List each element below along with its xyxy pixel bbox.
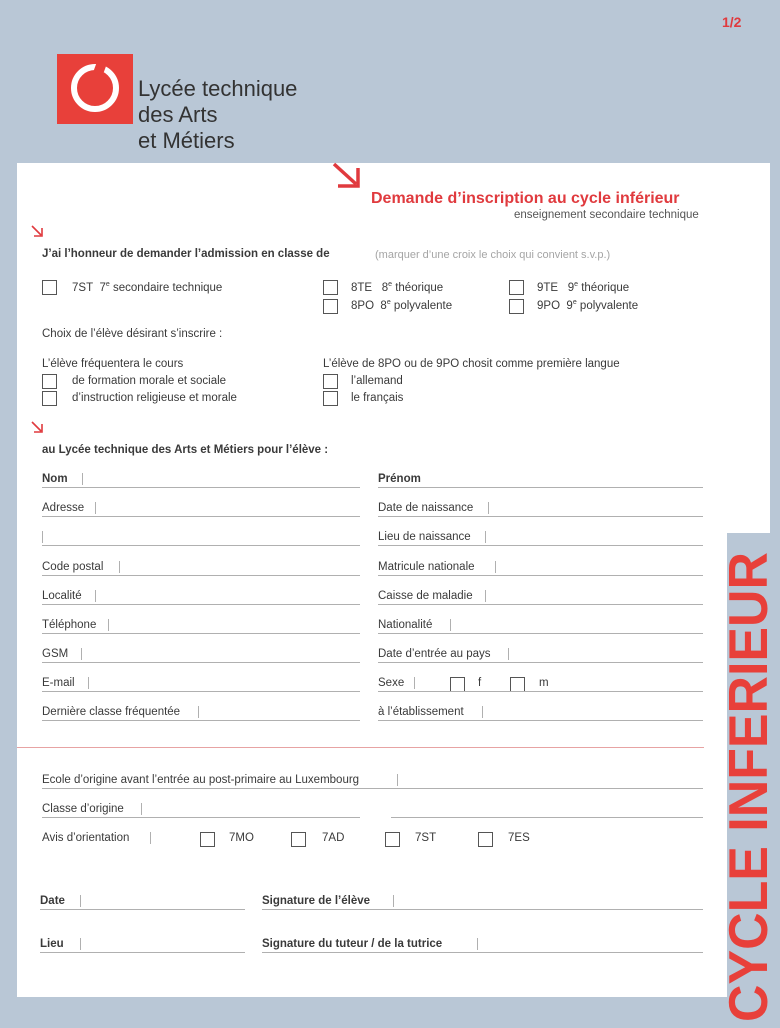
orientation-label: Avis d’orientation	[42, 832, 130, 844]
checkbox-moral[interactable]	[42, 374, 57, 389]
checkbox-7mo[interactable]	[200, 832, 215, 847]
field-etablissement-label: à l’établissement	[378, 706, 464, 718]
field-caisse-label: Caisse de maladie	[378, 590, 473, 602]
checkbox-8po[interactable]	[323, 299, 338, 314]
guardian-signature-input[interactable]	[262, 952, 703, 953]
school-origin-input[interactable]	[42, 788, 703, 789]
date-label: Date	[40, 895, 65, 907]
orient-7ad-label: 7AD	[322, 832, 345, 844]
checkbox-7es[interactable]	[478, 832, 493, 847]
class-8te-label: 8TE 8e théorique	[351, 281, 444, 294]
field-adresse-label: Adresse	[42, 502, 85, 514]
checkbox-9te[interactable]	[509, 280, 524, 295]
courses-label: L’élève fréquentera le cours	[42, 358, 184, 370]
checkbox-8te[interactable]	[323, 280, 338, 295]
sexe-m-label: m	[539, 677, 549, 689]
field-matricule-input[interactable]	[378, 575, 703, 576]
checkbox-7ad[interactable]	[291, 832, 306, 847]
checkbox-7st-orient[interactable]	[385, 832, 400, 847]
field-telephone-label: Téléphone	[42, 619, 97, 631]
checkbox-sexe-f[interactable]	[450, 677, 465, 692]
field-gsm-label: GSM	[42, 648, 69, 660]
field-code-postal-input[interactable]	[42, 575, 360, 576]
field-prenom-label: Prénom	[378, 473, 421, 485]
field-date-entree-input[interactable]	[378, 662, 703, 663]
field-date-naissance-input[interactable]	[378, 516, 703, 517]
field-adresse-input[interactable]	[42, 516, 360, 517]
checkbox-sexe-m[interactable]	[510, 677, 525, 692]
course-moral-label: de formation morale et sociale	[72, 375, 227, 387]
class-9po-label: 9PO 9e polyvalente	[537, 299, 639, 312]
lang-german-label: l’allemand	[351, 375, 403, 387]
arrow-icon	[30, 224, 44, 238]
field-caisse-input[interactable]	[378, 604, 703, 605]
student-signature-label: Signature de l’élève	[262, 895, 371, 907]
checkbox-german[interactable]	[323, 374, 338, 389]
field-nationalite-label: Nationalité	[378, 619, 433, 631]
class-9te-label: 9TE 9e théorique	[537, 281, 630, 294]
class-origin-input[interactable]	[42, 817, 360, 818]
field-gsm-input[interactable]	[42, 662, 360, 663]
field-adresse2-input[interactable]	[42, 545, 360, 546]
field-date-naissance-label: Date de naissance	[378, 502, 474, 514]
checkbox-7st[interactable]	[42, 280, 57, 295]
field-nationalite-input[interactable]	[378, 633, 703, 634]
field-telephone-input[interactable]	[42, 633, 360, 634]
section-divider	[17, 747, 704, 748]
field-email-label: E-mail	[42, 677, 75, 689]
form-subtitle: enseignement secondaire technique	[514, 209, 699, 221]
guardian-signature-label: Signature du tuteur / de la tutrice	[262, 938, 443, 950]
course-religious-label: d’instruction religieuse et morale	[72, 392, 237, 404]
field-email-input[interactable]	[42, 691, 360, 692]
choice-title: Choix de l’élève désirant s’inscrire :	[42, 328, 223, 340]
arrow-icon	[30, 420, 44, 434]
school-logo	[57, 54, 133, 124]
side-label	[700, 523, 780, 1028]
checkbox-french[interactable]	[323, 391, 338, 406]
field-sexe-label: Sexe	[378, 677, 405, 689]
date-input[interactable]	[40, 909, 245, 910]
orient-7st-label: 7ST	[415, 832, 437, 844]
page-number: 1/2	[722, 14, 742, 30]
field-date-entree-label: Date d’entrée au pays	[378, 648, 491, 660]
class-8po-label: 8PO 8e polyvalente	[351, 299, 453, 312]
field-code-postal-label: Code postal	[42, 561, 104, 573]
field-localite-label: Localité	[42, 590, 82, 602]
place-label: Lieu	[40, 938, 64, 950]
admission-hint: (marquer d’une croix le choix qui convient s.v.p.)	[375, 249, 611, 261]
admission-label: J’ai l’honneur de demander l’admission en classe de	[42, 248, 330, 260]
field-lieu-naissance-input[interactable]	[378, 545, 703, 546]
field-prenom-input[interactable]	[378, 487, 703, 488]
place-input[interactable]	[40, 952, 245, 953]
lang-french-label: le français	[351, 392, 404, 404]
field-nom-label: Nom	[42, 473, 68, 485]
class-origin-label: Classe d’origine	[42, 803, 124, 815]
side-label-text: CYCLE INFERIEUR	[717, 523, 779, 1022]
field-nom-input[interactable]	[42, 487, 360, 488]
school-origin-label: Ecole d’origine avant l’entrée au post-primaire au Luxembourg	[42, 774, 360, 786]
school-name: Lycée technique des Arts et Métiers	[138, 76, 298, 153]
checkbox-9po[interactable]	[509, 299, 524, 314]
field-localite-input[interactable]	[42, 604, 360, 605]
arrow-icon	[330, 160, 364, 192]
field-matricule-label: Matricule nationale	[378, 561, 475, 573]
orient-7es-label: 7ES	[508, 832, 530, 844]
checkbox-religious[interactable]	[42, 391, 57, 406]
language-label: L’élève de 8PO ou de 9PO chosit comme première langue	[323, 358, 620, 370]
orient-7mo-label: 7MO	[229, 832, 254, 844]
student-section-title: au Lycée technique des Arts et Métiers pour l’élève :	[42, 444, 329, 456]
form-title: Demande d’inscription au cycle inférieur	[371, 190, 680, 207]
student-signature-input[interactable]	[262, 909, 703, 910]
class-7st-label: 7ST 7e secondaire technique	[72, 281, 223, 294]
field-etablissement-input[interactable]	[378, 720, 703, 721]
field-derniere-classe-input[interactable]	[42, 720, 360, 721]
sexe-f-label: f	[478, 677, 482, 689]
field-derniere-classe-label: Dernière classe fréquentée	[42, 706, 181, 718]
field-lieu-naissance-label: Lieu de naissance	[378, 531, 471, 543]
